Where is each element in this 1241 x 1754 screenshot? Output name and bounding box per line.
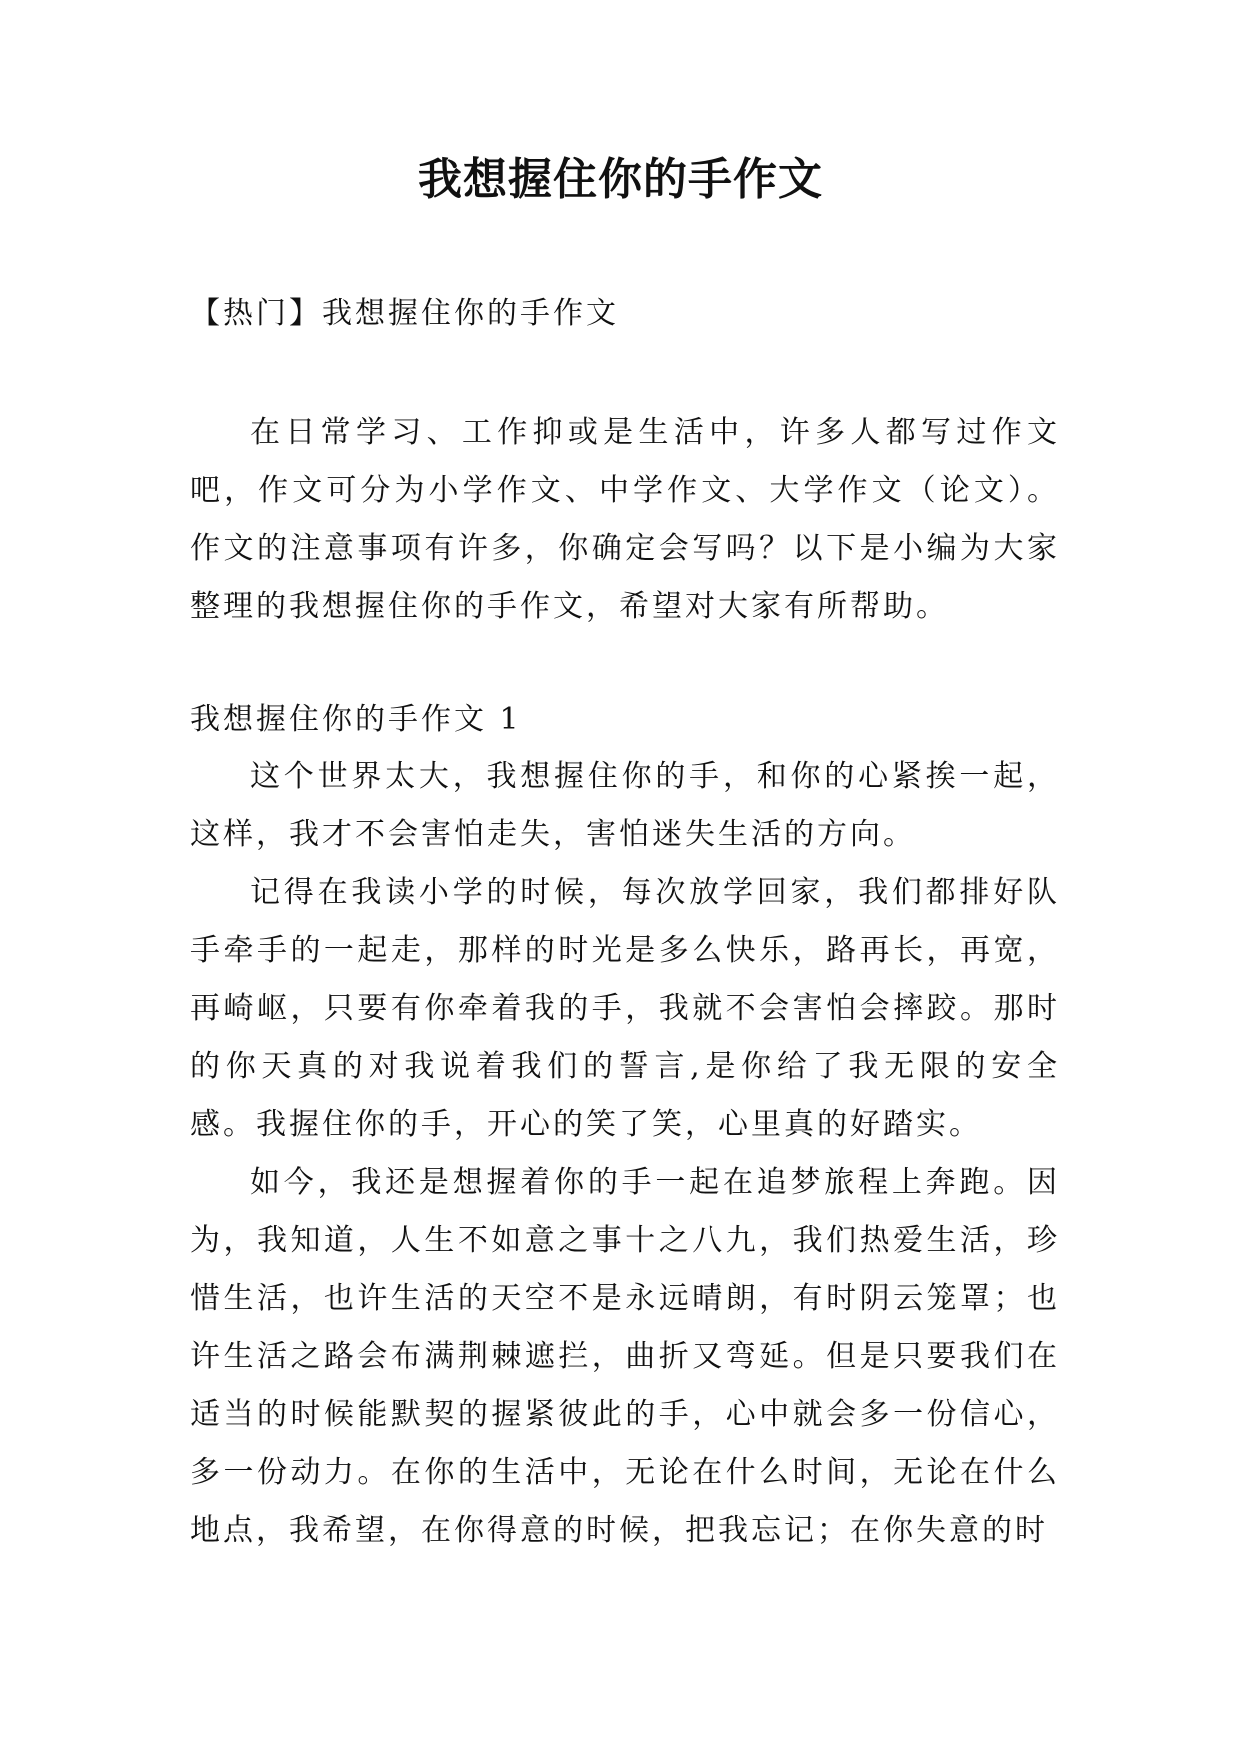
intro-block [190, 404, 1060, 636]
document-title: 我想握住你的手作文 [418, 154, 823, 205]
essay-body [190, 748, 1060, 1560]
section-heading: 我想握住你的手作文 1 [190, 702, 522, 737]
document-subtitle: 【热门】我想握住你的手作文 [190, 296, 619, 331]
intro-paragraph: 在日常学习、工作抑或是生活中，许多人都写过作文吧，作文可分为小学作文、中学作文、大学作文（论文）。作文的注意事项有许多，你确定会写吗？以下是小编为大家整理的我想握住你的手作文，希望对大家有所帮助。 [190, 415, 1060, 624]
essay-paragraph-2: 记得在我读小学的时候，每次放学回家，我们都排好队手牵手的一起走，那样的时光是多么快乐，路再长，再宽，再崎岖，只要有你牵着我的手，我就不会害怕会摔跤。那时的你天真的对我说着我们的誓言,是你给了我无限的安全感。我握住你的手，开心的笑了笑，心里真的好踏实。 [190, 875, 1060, 1142]
essay-paragraph-1: 这个世界太大，我想握住你的手，和你的心紧挨一起，这样，我才不会害怕走失，害怕迷失生活的方向。 [190, 759, 1060, 852]
essay-paragraph-3: 如今，我还是想握着你的手一起在追梦旅程上奔跑。因为，我知道，人生不如意之事十之八九，我们热爱生活，珍惜生活，也许生活的天空不是永远晴朗，有时阴云笼罩；也许生活之路会布满荆棘遮拦，曲折又弯延。但是只要我们在适当的时候能默契的握紧彼此的手，心中就会多一份信心，多一份动力。在你的生活中，无论在什么时间，无论在什么地点，我希望，在你得意的时候，把我忘记；在你失意的时 [190, 1165, 1060, 1548]
